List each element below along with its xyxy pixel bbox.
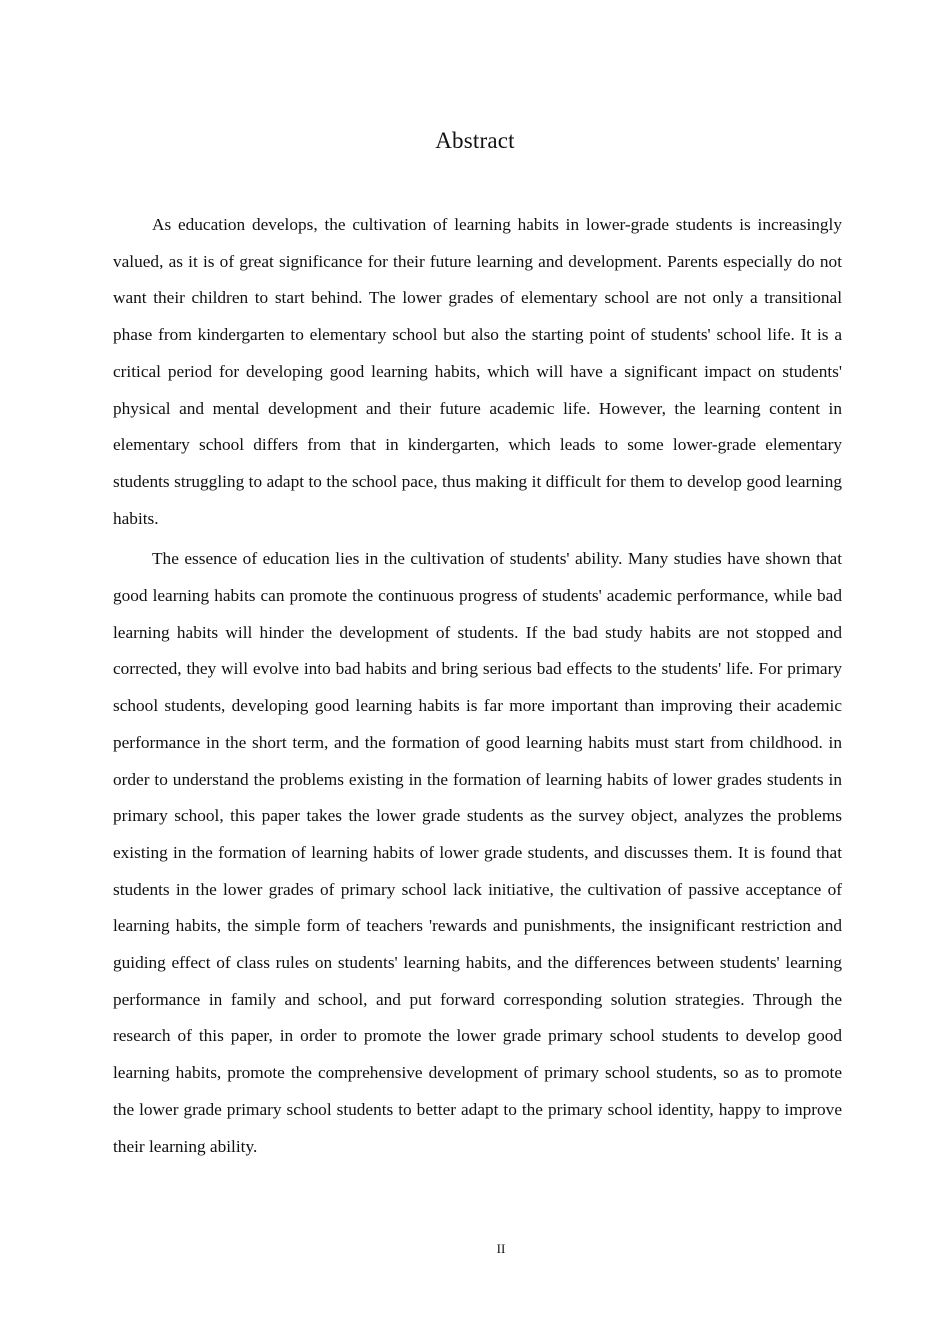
page-number: II: [496, 1241, 506, 1256]
page-title: Abstract: [435, 128, 515, 153]
abstract-paragraph-1: As education develops, the cultivation of learning habits in lower-grade students is increasingly valued, as it is of great significance for their future learning and development. Parents especially do not want their children to start behind. The lower grades of elementary school are not only a transitional phase from kindergarten to elementary school but also the starting point of students' school life. It is a critical period for developing good learning habits, which will have a significant impact on students' physical and mental development and their future academic life. However, the learning content in elementary school differs from that in kindergarten, which leads to some lower-grade elementary students struggling to adapt to the school pace, thus making it difficult for them to develop good learning habits.: [113, 215, 842, 528]
abstract-paragraph-2: The essence of education lies in the cultivation of students' ability. Many studies have shown that good learning habits can promote the continuous progress of students' academic performance, while bad learning habits will hinder the development of students. If the bad study habits are not stopped and corrected, they will evolve into bad habits and bring serious bad effects to the students' life. For primary school students, developing good learning habits is far more important than improving their academic performance in the short term, and the formation of good learning habits must start from childhood. in order to understand the problems existing in the formation of learning habits of lower grades students in primary school, this paper takes the lower grade students as the survey object, analyzes the problems existing in the formation of learning habits of lower grade students, and discusses them. It is found that students in the lower grades of primary school lack initiative, the cultivation of passive acceptance of learning habits, the simple form of teachers 'rewards and punishments, the insignificant restriction and guiding effect of class rules on students' learning habits, and the differences between students' learning performance in family and school, and put forward corresponding solution strategies. Through the research of this paper, in order to promote the lower grade primary school students to develop good learning habits, promote the comprehensive development of primary school students, so as to promote the lower grade primary school students to better adapt to the primary school identity, happy to improve their learning ability.: [113, 549, 842, 1156]
abstract-body: [113, 207, 842, 1165]
